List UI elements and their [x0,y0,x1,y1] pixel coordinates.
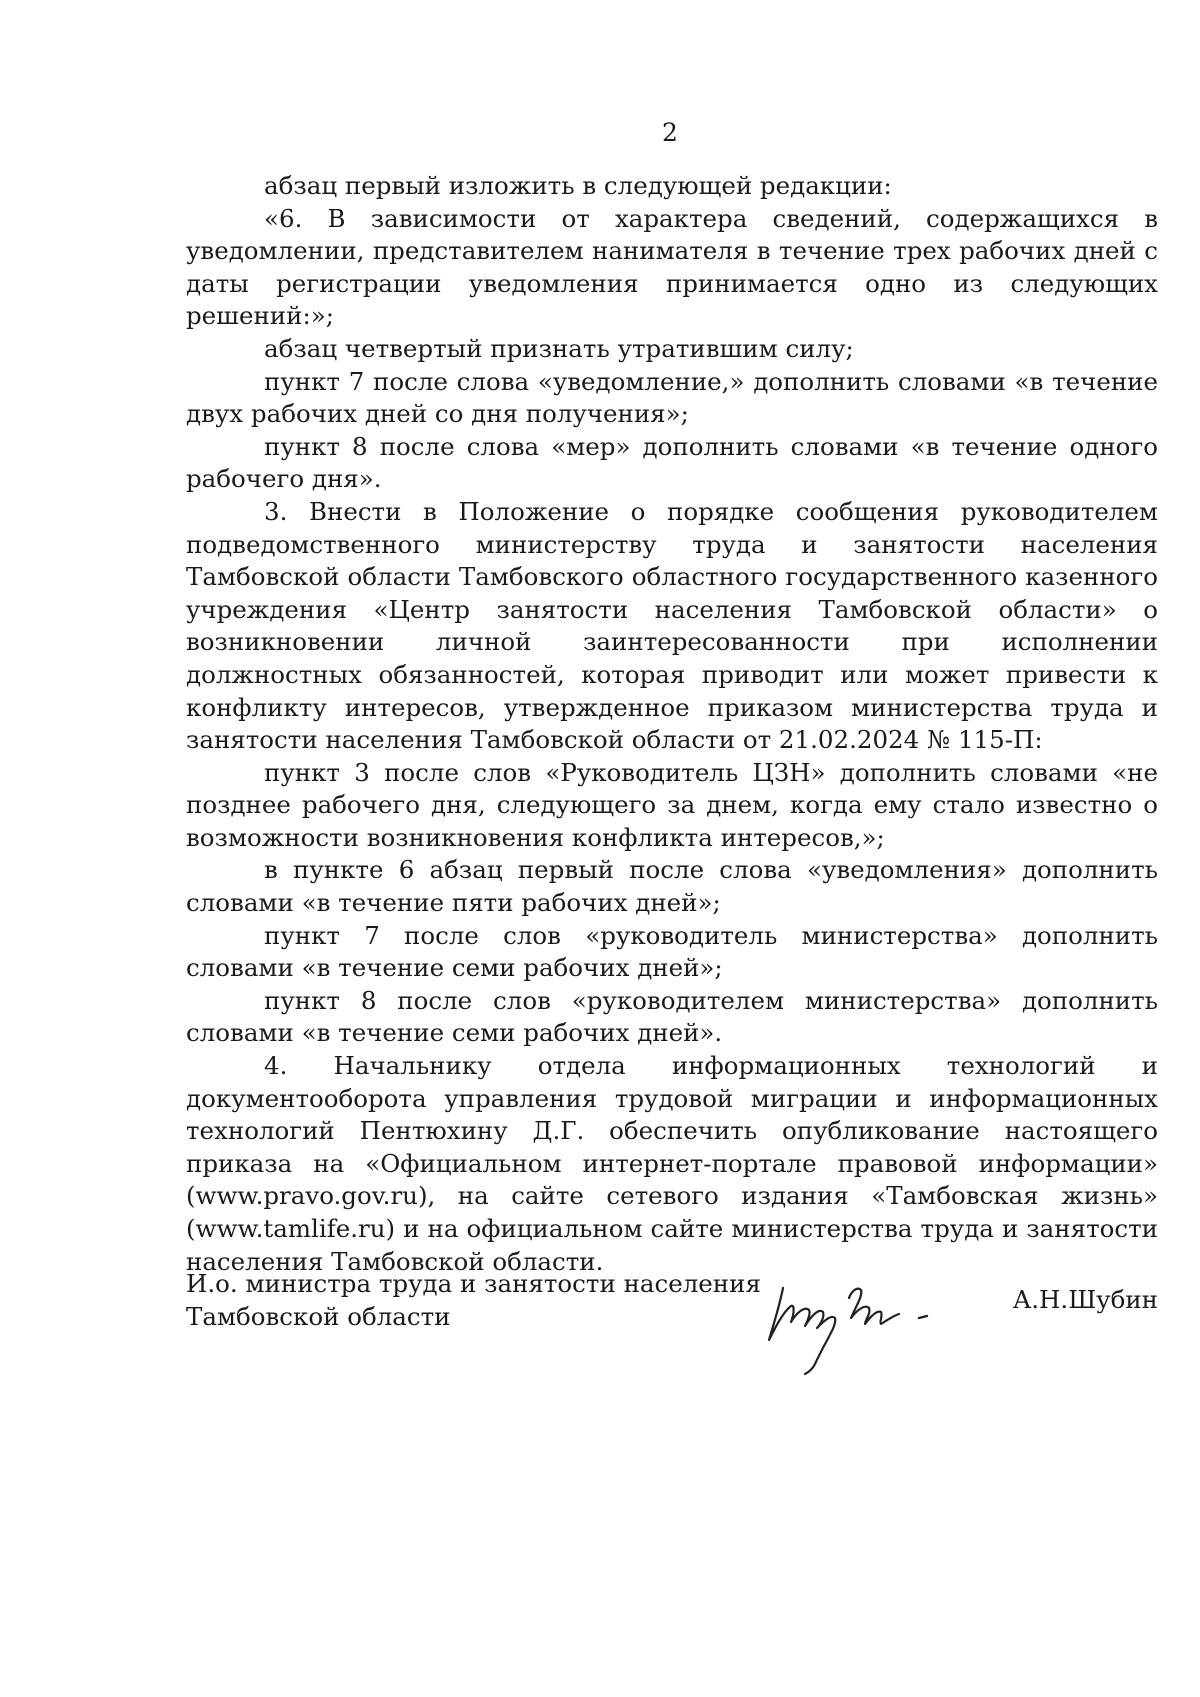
signature-block [186,1268,1158,1388]
paragraph: «6. В зависимости от характера сведений, содержащихся в уведомлении, представителем нанимателя в течение трех рабочих дней с даты регистрации уведомления принимается одно из следующих решений:»; [186,203,1158,331]
handwritten-signature [761,1268,941,1378]
paragraph: пункт 8 после слова «мер» дополнить словами «в течение одного рабочего дня». [186,431,1158,494]
signer-title-line: Тамбовской области [186,1301,451,1331]
paragraph: пункт 7 после слов «руководитель министерства» дополнить словами «в течение семи рабочих дней»; [186,920,1158,983]
signer-title-line: И.о. министра труда и занятости населения [186,1269,761,1298]
paragraph: пункт 7 после слова «уведомление,» дополнить словами «в течение двух рабочих дней со дня получения»; [186,366,1158,429]
paragraph: абзац четвертый признать утратившим силу; [264,333,854,363]
signer-name: А.Н.Шубин [1012,1285,1158,1314]
document-body [186,170,1158,1278]
paragraph: в пункте 6 абзац первый после слова «уведомления» дополнить словами «в течение пяти рабочих дней»; [186,855,1158,918]
signer-title [186,1268,761,1333]
paragraph: пункт 8 после слов «руководителем министерства» дополнить словами «в течение семи рабочих дней». [186,985,1158,1048]
page-number: 2 [662,118,678,147]
paragraph: абзац первый изложить в следующей редакции: [264,171,892,200]
paragraph: 4. Начальнику отдела информационных технологий и документооборота управления трудовой миграции и информационных технологий Пентюхину Д.Г. обеспечить опубликование настоящего приказа на «Официальном интернет-портале правовой информации» (www.pravo.gov.ru), на сайте сетевого издания «Тамбовская жизнь» (www.tamlife.ru) и на официальном сайте министерства труда и занятости населения Тамбовской области. [186,1051,1158,1276]
paragraph: пункт 3 после слов «Руководитель ЦЗН» дополнить словами «не позднее рабочего дня, следующего за днем, когда ему стало известно о возможности возникновения конфликта интересов,»; [186,757,1158,852]
paragraph: 3. Внести в Положение о порядке сообщения руководителем подведомственного министерству труда и занятости населения Тамбовской области Тамбовского областного государственного казенного учреждения «Центр занятости населения Тамбовской области» о возникновении личной заинтересованности при исполнении должностных обязанностей, которая приводит или может привести к конфликту интересов, утвержденное приказом министерства труда и занятости населения Тамбовской области от 21.02.2024 № 115-П: [186,496,1158,755]
